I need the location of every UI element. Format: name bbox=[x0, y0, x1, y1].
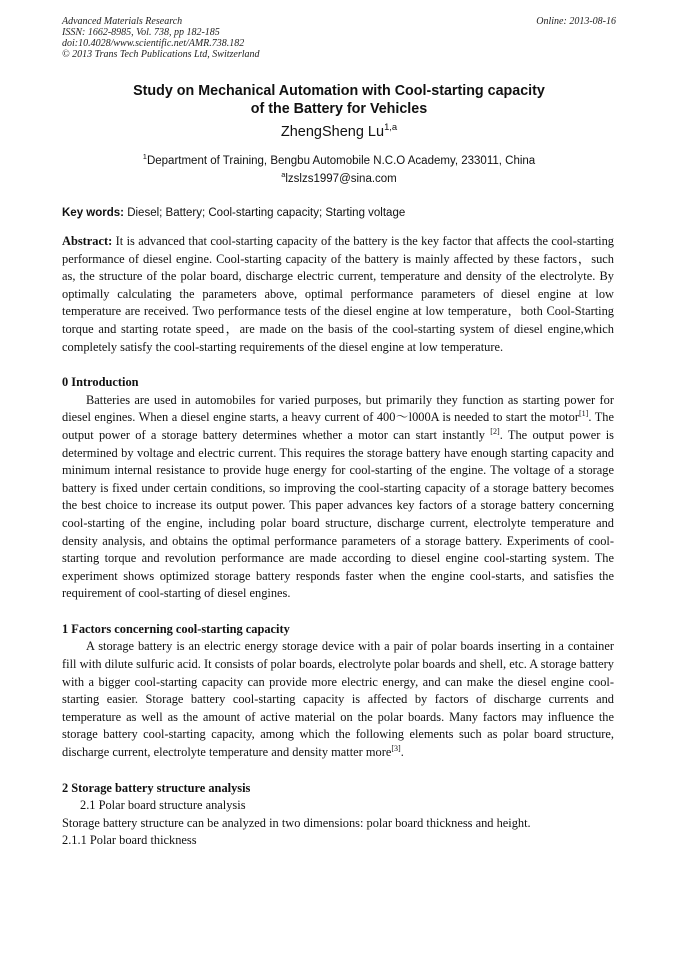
section-0-heading: 0 Introduction bbox=[62, 375, 139, 390]
author-line bbox=[62, 121, 616, 140]
section-0-paragraph: Batteries are used in automobiles for varied purposes, but primarily they function as starting power for diesel engines. When a diesel engine starts, a heavy current of 400～l000A is needed to start the motor[1]. The output power of a storage battery determines whether a motor can start instantly [2]. The output power is determined by voltage and electric current. This requires the storage battery have enough starting capacity and minimum internal resistance to provide huge energy for cool-starting of the engine. The voltage of a storage battery is fixed under certain conditions, so improving the cool-starting capacity of a storage battery becomes the best choice to increase its output power. This paper advances key factors of a storage battery concerning cool-starting of the engine, including polar board structure, discharge current, electrolyte temperature and density analysis, and obtains the optimal performance parameters of a storage battery. Experiments of cool-starting torque and revolution performance are made according to diesel engine cool-starting system. The experiment shows optimized storage battery responds faster when the engine cool-starts, and satisfies the requirement of cool-starting of diesel engines. bbox=[62, 392, 614, 601]
doi-link[interactable]: doi:10.4028/www.scientific.net/AMR.738.182 bbox=[62, 38, 245, 49]
email-address[interactable]: lzslzs1997@sina.com bbox=[285, 173, 397, 185]
abstract bbox=[62, 233, 614, 356]
journal-header bbox=[62, 16, 260, 60]
abstract-label: Abstract: bbox=[62, 234, 113, 248]
subsection-2-1-1-heading: 2.1.1 Polar board thickness bbox=[62, 833, 197, 848]
citation-3[interactable]: [3] bbox=[391, 743, 401, 753]
section-1-paragraph: A storage battery is an electric energy storage device with a pair of polar boards inserting in a container fill with dilute sulfuric acid. It consists of polar boards, electrolyte polar boards and shell, etc. A storage battery with a bigger cool-starting capacity can provide more electric energy, and can make the diesel engine cool-starting easier. Storage battery cool-starting capacity is affected by factors of discharge currents and temperature as well as the amount of active material on the polar boards. Many factors may influence the storage battery cool-starting capacity, among which the following elements such as polar board structure, discharge current, electrolyte temperature and density matter more[3]. bbox=[62, 639, 614, 760]
issn-line: ISSN: 1662-8985, Vol. 738, pp 182-185 bbox=[62, 27, 220, 38]
online-date: Online: 2013-08-16 bbox=[536, 16, 616, 27]
copyright-line: © 2013 Trans Tech Publications Ltd, Switzerland bbox=[62, 49, 260, 60]
section-2-heading: 2 Storage battery structure analysis bbox=[62, 780, 251, 795]
paper-title bbox=[62, 82, 616, 118]
citation-2[interactable]: [2] bbox=[490, 426, 500, 436]
subsection-2-1-heading: 2.1 Polar board structure analysis bbox=[80, 798, 246, 813]
email-marker: a bbox=[281, 170, 286, 180]
author-name: ZhengSheng Lu bbox=[280, 124, 385, 140]
keywords bbox=[62, 207, 616, 219]
paper-body bbox=[62, 233, 614, 850]
keywords-text: Diesel; Battery; Cool-starting capacity; Starting voltage bbox=[124, 207, 406, 219]
section-1-heading: 1 Factors concerning cool-starting capacity bbox=[62, 621, 290, 636]
keywords-label: Key words: bbox=[62, 207, 124, 219]
title-line-2: of the Battery for Vehicles bbox=[250, 101, 428, 117]
abstract-text: It is advanced that cool-starting capacity of the battery is the key factor that affects the cool-starting performance of diesel engine. Cool-starting capacity of the battery is mainly affected by these factors，such as, the structure of the polar board, discharge electric current, temperature and density of the electrolyte. By optimally calculating the parameters above, optimal performance parameters of diesel engine at low temperature are received. Two performance tests of the diesel engine at low temperature，both Cool-Starting torque and starting rotate speed，are made on the basis of the cool-starting system of diesel engine,which completely satisfy the cool-starting requirements of the diesel engine at low temperature. bbox=[62, 234, 614, 354]
citation-1[interactable]: [1] bbox=[578, 409, 589, 419]
affiliation-marker: 1 bbox=[142, 152, 147, 162]
email-line bbox=[62, 170, 616, 185]
affiliation bbox=[62, 152, 616, 167]
affiliation-text: Department of Training, Bengbu Automobile N.C.O Academy, 233011, China bbox=[146, 155, 536, 167]
author-marker: 1,a bbox=[384, 121, 398, 133]
journal-name: Advanced Materials Research bbox=[62, 16, 183, 27]
section-2-paragraph: Storage battery structure can be analyzed in two dimensions: polar board thickness and height. bbox=[62, 815, 531, 830]
title-line-1: Study on Mechanical Automation with Cool-starting capacity bbox=[133, 83, 545, 99]
